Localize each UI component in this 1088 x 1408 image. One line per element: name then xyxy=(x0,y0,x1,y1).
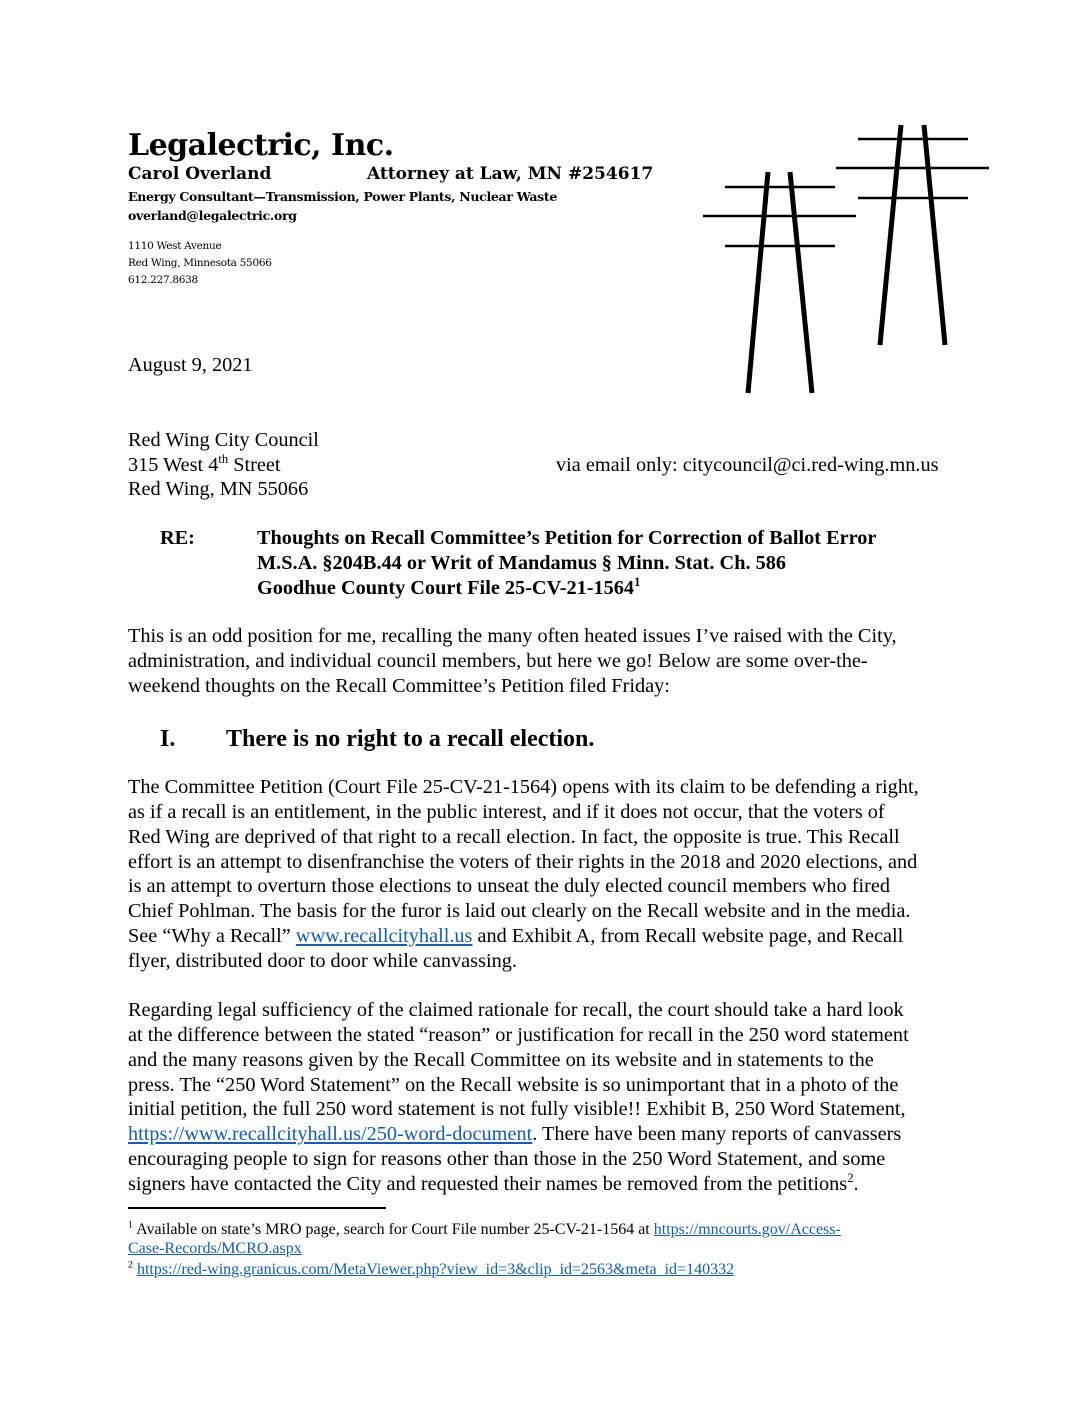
paragraph-line xyxy=(128,1122,960,1147)
paragraph-line: and the many reasons given by the Recall Committee on its website and in statements to the xyxy=(128,1048,874,1071)
re-subject-line-1: Thoughts on Recall Committee’s Petition for Correction of Ballot Error xyxy=(257,527,877,549)
paragraph-line: Regarding legal sufficiency of the claimed rationale for recall, the court should take a hard look xyxy=(128,999,904,1021)
paragraph-line: flyer, distributed door to door while canvassing. xyxy=(128,949,517,972)
intro-line: administration, and individual council members, but here we go! Below are some over-the- xyxy=(128,649,868,672)
right-tower-icon xyxy=(836,125,989,345)
attorney-title: Attorney at Law, MN #254617 xyxy=(367,164,654,184)
text-span: See “Why a Recall” xyxy=(128,925,296,948)
paragraph-3 xyxy=(128,998,960,1197)
recipient-name: Red Wing City Council xyxy=(128,429,319,451)
footnote-2 xyxy=(128,1260,734,1279)
footnote-marker: 1 xyxy=(128,1219,133,1231)
re-subject-line-2: M.S.A. §204B.44 or Writ of Mandamus § Minn. Stat. Ch. 586 xyxy=(257,552,787,574)
left-tower-icon xyxy=(703,172,856,393)
ordinal-suffix: th xyxy=(218,452,229,467)
paragraph-line: Chief Pohlman. The basis for the furor is laid out clearly on the Recall website and in the media. xyxy=(128,900,911,923)
paragraph-line: as if a recall is an entitlement, in the public interest, and if it does not occur, that the voters of xyxy=(128,800,885,823)
intro-line: weekend thoughts on the Recall Committee’s Petition filed Friday: xyxy=(128,674,670,697)
footnote-ref-2[interactable]: 2 xyxy=(847,1171,854,1186)
footnote-1 xyxy=(128,1220,841,1239)
footnote-1-continued xyxy=(128,1239,302,1258)
letterhead-email: overland@legalectric.org xyxy=(128,208,297,223)
paragraph-line: encouraging people to sign for reasons other than those in the 250 Word Statement, and some xyxy=(128,1148,886,1171)
section-heading: There is no right to a recall election. xyxy=(226,726,595,752)
granicus-link[interactable]: https://red-wing.granicus.com/MetaViewer.php?view_id=3&clip_id=2563&meta_id=140332 xyxy=(136,1261,735,1278)
recall-website-link[interactable]: www.recallcityhall.us xyxy=(295,925,473,948)
paragraph-line: The Committee Petition (Court File 25-CV-21-1564) opens with its claim to be defending a right, xyxy=(128,776,919,798)
recipient-city: Red Wing, MN 55066 xyxy=(128,478,309,500)
intro-paragraph xyxy=(128,624,960,699)
paragraph-line: press. The “250 Word Statement” on the Recall website is so unimportant that in a photo of the xyxy=(128,1073,899,1096)
specialty-line: Energy Consultant—Transmission, Power Plants, Nuclear Waste xyxy=(128,189,558,204)
paragraph-line: at the difference between the stated “reason” or justification for recall in the 250 word statement xyxy=(128,1023,909,1046)
company-name: Legalectric, Inc. xyxy=(128,128,394,163)
footnote-divider xyxy=(128,1207,386,1209)
letter-date: August 9, 2021 xyxy=(128,354,253,376)
attorney-row xyxy=(128,164,654,184)
delivery-method: via email only: citycouncil@ci.red-wing.mn.us xyxy=(556,454,939,476)
address-street: 1110 West Avenue xyxy=(128,240,222,252)
text-span: . xyxy=(853,1172,859,1195)
recipient-street-number: 315 West 4 xyxy=(128,454,219,476)
text-span: signers have contacted the City and requested their names be removed from the petitions xyxy=(128,1172,848,1195)
footnote-text: Available on state’s MRO page, search for Court File number 25-CV-21-1564 at xyxy=(132,1221,654,1238)
paragraph-line xyxy=(128,924,960,949)
footnote-marker: 2 xyxy=(128,1259,133,1271)
address-city: Red Wing, Minnesota 55066 xyxy=(128,257,272,269)
attorney-name: Carol Overland xyxy=(128,164,272,184)
text-span: . There have been many reports of canvassers xyxy=(532,1123,902,1146)
paragraph-line: effort is an attempt to disenfranchise the voters of their rights in the 2018 and 2020 elections, and xyxy=(128,850,918,873)
recipient-street-name: Street xyxy=(228,454,281,476)
intro-line: This is an odd position for me, recalling the many often heated issues I’ve raised with the City, xyxy=(128,625,897,647)
court-file: Goodhue County Court File 25-CV-21-1564 xyxy=(257,577,635,599)
mncourts-link-continued[interactable]: Case-Records/MCRO.aspx xyxy=(128,1240,302,1257)
re-subject-line-3 xyxy=(257,577,640,600)
re-label: RE: xyxy=(160,527,195,549)
section-number: I. xyxy=(160,726,176,752)
word-statement-link[interactable]: https://www.recallcityhall.us/250-word-document xyxy=(128,1123,533,1146)
paragraph-line: initial petition, the full 250 word statement is not fully visible!! Exhibit B, 250 Word Statement, xyxy=(128,1098,906,1121)
paragraph-2 xyxy=(128,775,960,974)
paragraph-line: Red Wing are deprived of that right to a recall election. In fact, the opposite is true. This Recall xyxy=(128,825,900,848)
footnote-ref-1[interactable]: 1 xyxy=(634,575,641,590)
address-phone: 612.227.8638 xyxy=(128,274,198,286)
mncourts-link[interactable]: https://mncourts.gov/Access- xyxy=(653,1221,841,1238)
paragraph-line xyxy=(128,1172,960,1197)
recipient-street xyxy=(128,454,281,477)
paragraph-line: is an attempt to overturn those elections to unseat the duly elected council members who fired xyxy=(128,875,891,898)
text-span: and Exhibit A, from Recall website page, and Recall xyxy=(472,925,904,948)
